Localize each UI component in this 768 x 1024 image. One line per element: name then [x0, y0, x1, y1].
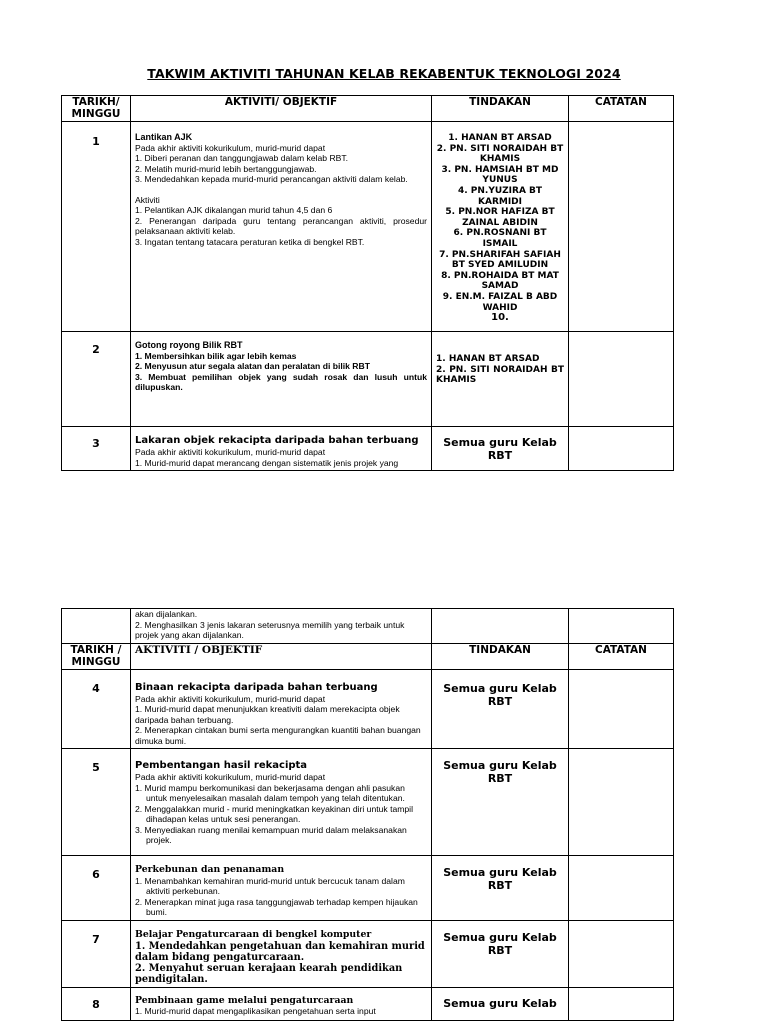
teacher-name: 3. PN. HAMSIAH BT MD YUNUS: [441, 164, 559, 186]
activity-line: 1. Murid-murid dapat mengaplikasikan pengetahuan serta input: [135, 1006, 376, 1016]
activity-subtitle: Aktiviti: [135, 194, 160, 205]
header-notes: CATATAN: [569, 643, 674, 669]
teacher-name: 5. PN.NOR HAFIZA BT ZAINAL ABIDIN: [445, 207, 555, 228]
table-header-row: [62, 96, 674, 122]
notes-cell: [569, 122, 674, 332]
activity-line: 1. Diberi peranan dan tanggungjawab dalam kelab RBT.: [135, 153, 349, 163]
activity-cell: [131, 669, 432, 749]
activity-line: 2. Penerangan daripada guru tentang perancangan aktiviti, prosedur pelaksanaan aktiviti kelab.: [135, 215, 427, 236]
table-row: [62, 921, 674, 988]
week-number: 2: [62, 332, 131, 427]
notes-cell: [569, 987, 674, 1020]
teacher-name: 1. HANAN BT ARSAD: [436, 354, 540, 364]
week-number: 4: [62, 669, 131, 749]
activity-line: Pada akhir aktiviti kokurikulum, murid-murid dapat: [135, 447, 326, 457]
activity-title: Belajar Pengaturcaraan di bengkel komputer: [135, 929, 372, 940]
activity-line: 1. Murid-murid dapat menunjukkan kreativiti dalam merekacipta objek daripada bahan terbuang.: [135, 704, 400, 725]
activity-line: 1. Pelantikan AJK dikalangan murid tahun 4,5 dan 6: [135, 205, 333, 215]
activity-title: Lakaran objek rekacipta daripada bahan terbuang: [135, 435, 419, 446]
activity-line: 2. Menyusun atur segala alatan dan peralatan di bilik RBT: [135, 361, 370, 371]
teacher-name: 1. HANAN BT ARSAD: [448, 133, 552, 143]
week-number: 8: [62, 987, 131, 1020]
action-cell: Semua guru Kelab RBT: [432, 749, 569, 856]
table-row-continued: [62, 609, 674, 644]
activity-cell: [131, 332, 432, 427]
activity-title: Pembinaan game melalui pengaturcaraan: [135, 994, 354, 1006]
activity-line: 1. Membersihkan bilik agar lebih kemas: [135, 350, 297, 361]
notes-cell: [569, 332, 674, 427]
table-row: [62, 669, 674, 749]
teacher-name: 4. PN.YUZIRA BT KARMIDI: [457, 185, 543, 207]
table-row: [62, 749, 674, 856]
header-notes: CATATAN: [569, 96, 674, 122]
table-row: [62, 427, 674, 471]
teacher-name: 8. PN.ROHAIDA BT MAT SAMAD: [441, 270, 559, 292]
week-number: 1: [62, 122, 131, 332]
week-number: 3: [62, 427, 131, 471]
activity-line: 3. Ingatan tentang tatacara peraturan ketika di bengkel RBT.: [135, 236, 365, 247]
teacher-name: 7. PN.SHARIFAH SAFIAH BT SYED AMILUDIN: [439, 249, 561, 271]
activity-line: 2. Menyahut seruan kerajaan kearah pendidikan pendigitalan.: [135, 962, 403, 985]
activity-line: 3. Membuat pemilihan objek yang sudah rosak dan lusuh untuk dilupuskan.: [135, 371, 427, 392]
action-cell: Semua guru Kelab RBT: [432, 921, 569, 988]
week-number: 7: [62, 921, 131, 988]
table-header-row: [62, 643, 674, 669]
header-action: TINDAKAN: [432, 96, 569, 122]
activity-title: Perkebunan dan penanaman: [135, 864, 285, 875]
notes-cell: [569, 427, 674, 471]
teacher-name: 6. PN.ROSNANI BT ISMAIL: [453, 228, 547, 249]
activity-line: 1. Murid-murid dapat merancang dengan sistematik jenis projek yang: [135, 457, 399, 468]
activity-line: 2. Menerapkan cintakan bumi serta mengurangkan kuantiti bahan buangan dimuka bumi.: [135, 725, 421, 746]
table-row: [62, 122, 674, 332]
schedule-table-1: [61, 95, 674, 471]
activity-line: 1. Murid mampu berkomunikasi dan bekerjasama dengan ahli pasukan untuk menyelesaikan masalah dalam tempoh yang telah ditentukan.: [135, 782, 405, 803]
header-activity: AKTIVITI/ OBJEKTIF: [131, 96, 432, 122]
activity-line: 2. Menggalakkan murid - murid meningkatkan keyakinan diri untuk tampil dihadapan kelas untuk sesi penerangan.: [135, 803, 414, 824]
activity-title: Gotong royong Bilik RBT: [135, 340, 243, 350]
week-number: 5: [62, 749, 131, 856]
schedule-table-2: [61, 608, 674, 1021]
activity-line: 2. Menerapkan minat juga rasa tanggungjawab terhadap kempen hijaukan bumi.: [135, 896, 418, 917]
activity-cell: [131, 427, 432, 471]
teacher-name: 2. PN. SITI NORAIDAH BT KHAMIS: [436, 143, 564, 165]
action-cell: Semua guru Kelab: [432, 987, 569, 1020]
activity-line: Pada akhir aktiviti kokurikulum, murid-murid dapat: [135, 772, 326, 782]
activity-line: Pada akhir aktiviti kokurikulum, murid-murid dapat: [135, 142, 326, 153]
table-row: [62, 332, 674, 427]
activity-line: 3. Mendedahkan kepada murid-murid perancangan aktiviti dalam kelab.: [135, 174, 408, 184]
activity-title: Pembentangan hasil rekacipta: [135, 760, 308, 771]
activity-line: 1. Mendedahkan pengetahuan dan kemahiran murid dalam bidang pengaturcaraan.: [135, 940, 425, 963]
activity-title: Lantikan AJK: [135, 132, 193, 142]
activity-line: akan dijalankan.: [135, 609, 198, 619]
notes-cell: [569, 669, 674, 749]
activity-line: Pada akhir aktiviti kokurikulum, murid-murid dapat: [135, 693, 326, 704]
teacher-name: 9. EN.M. FAIZAL B ABD WAHID: [442, 291, 558, 313]
activity-cell: [131, 856, 432, 921]
activity-cell: [131, 921, 432, 988]
action-cell: Semua guru Kelab RBT: [432, 856, 569, 921]
table-row: [62, 987, 674, 1020]
week-number: 6: [62, 856, 131, 921]
action-cell: [432, 332, 569, 427]
teacher-name: 10.: [491, 312, 509, 324]
notes-cell: [569, 921, 674, 988]
activity-cell: [131, 749, 432, 856]
action-cell: Semua guru Kelab RBT: [432, 669, 569, 749]
activity-cell: [131, 609, 432, 644]
teacher-name: 2. PN. SITI NORAIDAH BT KHAMIS: [436, 364, 564, 386]
header-action: TINDAKAN: [432, 643, 569, 669]
activity-cell: [131, 987, 432, 1020]
header-activity: AKTIVITI / OBJEKTIF: [131, 643, 432, 669]
header-week: TARIKH / MINGGU: [62, 643, 131, 669]
action-cell: [432, 122, 569, 332]
activity-line: 3. Menyediakan ruang menilai kemampuan murid dalam melaksanakan projek.: [135, 824, 407, 845]
activity-line: 2. Melatih murid-murid lebih bertanggungjawab.: [135, 163, 317, 174]
header-week: TARIKH/ MINGGU: [62, 96, 131, 122]
table-row: [62, 856, 674, 921]
notes-cell: [569, 749, 674, 856]
activity-line: 2. Menghasilkan 3 jenis lakaran seterusnya memilih yang terbaik untuk projek yang akan dijalankan.: [135, 619, 405, 640]
activity-line: 1. Menambahkan kemahiran murid-murid untuk bercucuk tanam dalam aktiviti perkebunan.: [135, 875, 405, 896]
notes-cell: [569, 856, 674, 921]
activity-title: Binaan rekacipta daripada bahan terbuang: [135, 681, 378, 693]
activity-cell: [131, 122, 432, 332]
page-title: TAKWIM AKTIVITI TAHUNAN KELAB REKABENTUK TEKNOLOGI 2024: [147, 66, 621, 81]
action-cell: Semua guru Kelab RBT: [432, 427, 569, 471]
